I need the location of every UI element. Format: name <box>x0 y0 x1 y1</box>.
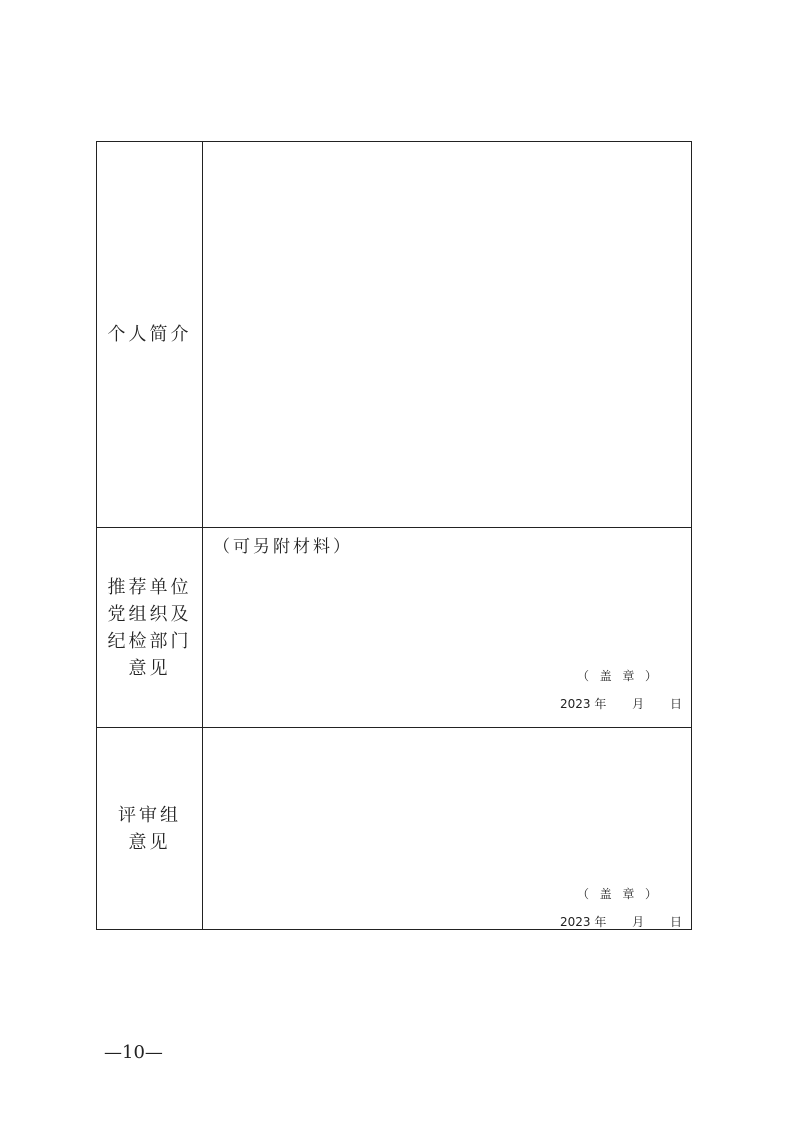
date-line <box>560 695 682 712</box>
recommending-unit-content-cell[interactable] <box>203 528 691 727</box>
evaluation-form-table <box>96 141 692 930</box>
date-month-unit: 月 <box>632 697 645 711</box>
date-line <box>560 913 682 930</box>
date-day-unit: 日 <box>669 697 682 711</box>
date-day-unit: 日 <box>669 915 682 929</box>
review-panel-label-cell <box>97 728 203 929</box>
page-number: —10— <box>104 1042 163 1063</box>
seal-zhang: 章 <box>622 887 635 901</box>
profile-label-cell <box>97 142 203 527</box>
seal-zhang: 章 <box>622 669 635 683</box>
seal-line <box>577 667 657 684</box>
seal-gai: 盖 <box>599 669 612 683</box>
seal-open-paren: （ <box>577 669 590 683</box>
review-panel-label: 评审组 意见 <box>118 804 181 853</box>
date-month-unit: 月 <box>632 915 645 929</box>
recommending-unit-opinion-row <box>97 528 691 728</box>
seal-line <box>577 885 657 902</box>
date-year: 2023 年 <box>560 697 607 711</box>
seal-close-paren: ） <box>644 887 657 901</box>
profile-content-cell[interactable] <box>203 142 691 527</box>
profile-label: 个人简介 <box>107 324 192 345</box>
attachment-note: （可另附材料） <box>213 537 353 557</box>
recommending-unit-label-cell <box>97 528 203 727</box>
profile-row <box>97 142 691 528</box>
review-panel-content-cell[interactable] <box>203 728 691 929</box>
seal-close-paren: ） <box>644 669 657 683</box>
seal-gai: 盖 <box>599 887 612 901</box>
recommending-unit-label: 推荐单位 党组织及 纪检部门 意见 <box>107 576 192 679</box>
review-panel-opinion-row <box>97 728 691 929</box>
date-year: 2023 年 <box>560 915 607 929</box>
seal-open-paren: （ <box>577 887 590 901</box>
